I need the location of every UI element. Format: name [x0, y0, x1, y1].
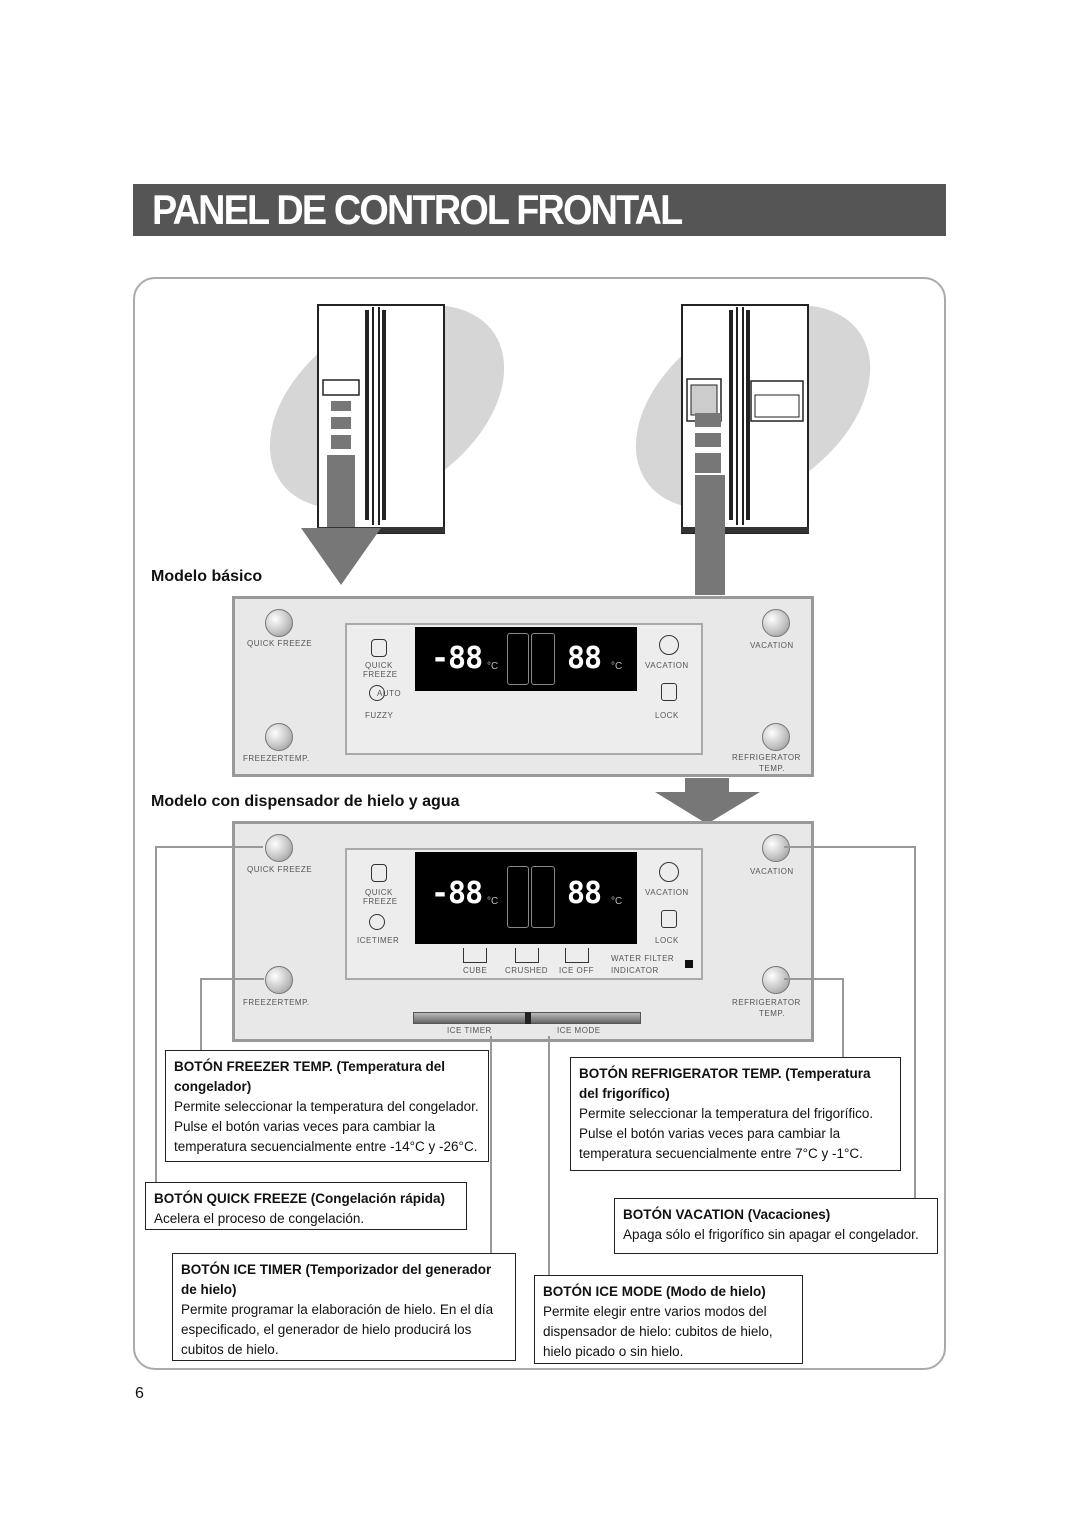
quick-freeze-label: QUICK FREEZE: [247, 865, 313, 874]
dispenser-fridge-illustration: [605, 295, 905, 605]
refrigerator-temp-button[interactable]: [762, 723, 790, 751]
quick-freeze-button[interactable]: [265, 609, 293, 637]
callout-ice-timer-text: Permite programar la elaboración de hielo. En el día especificado, el generador de hielo producirá los cubitos de hielo.: [181, 1302, 494, 1357]
leader-line: [784, 978, 844, 980]
leader-line: [548, 1036, 550, 1279]
freezer-temp-button[interactable]: [265, 723, 293, 751]
fridge-readout: 88: [567, 641, 602, 676]
callout-vacation-title: BOTÓN VACATION (Vacaciones): [623, 1207, 831, 1222]
basic-model-label: Modelo básico: [151, 568, 263, 585]
callout-refrigerator-temp: [570, 1057, 901, 1171]
callout-vacation: [614, 1198, 938, 1254]
leader-line: [784, 846, 916, 848]
vacation-icon: [659, 862, 679, 882]
quick-freeze-label: QUICK FREEZE: [247, 639, 313, 648]
callout-freezer-temp-title: BOTÓN FREEZER TEMP. (Temperatura del congelador): [174, 1059, 446, 1094]
fridge-door-icon-left: [507, 633, 529, 685]
vacation-icon: [659, 635, 679, 655]
leader-line: [155, 846, 263, 848]
ice-off-icon: [565, 948, 589, 963]
callout-vacation-text: Apaga sólo el frigorífico sin apagar el congelador.: [623, 1227, 919, 1242]
down-arrow: [655, 778, 765, 824]
freezer-readout: -88: [431, 641, 483, 676]
quick-freeze-icon: [371, 639, 387, 657]
vacation-icon-label: VACATION: [645, 888, 689, 897]
freezer-unit: °C: [487, 896, 499, 907]
fridge-door-icon-right: [531, 633, 555, 685]
dispenser-temperature-display: [415, 852, 637, 944]
callout-freezer-temp-text: Permite seleccionar la temperatura del congelador. Pulse el botón varias veces para cambiar la temperatura secuencialmente entre -14°C y -26°C.: [174, 1099, 479, 1154]
vacation-label: VACATION: [750, 867, 794, 876]
leader-line: [842, 978, 844, 1058]
icon-freeze-label: FREEZE: [363, 897, 398, 906]
refrigerator-temp-label-2: TEMP.: [759, 1009, 785, 1018]
ice-timer-icon: [369, 914, 385, 930]
fridge-unit: °C: [611, 896, 623, 907]
lock-label: LOCK: [655, 711, 679, 720]
dispenser-display-frame: [345, 848, 703, 980]
ice-timer-button[interactable]: ICE TIMER: [447, 1026, 492, 1035]
callout-ice-timer-title: BOTÓN ICE TIMER (Temporizador del generador de hielo): [181, 1262, 492, 1297]
cube-icon: [463, 948, 487, 963]
icon-quick-label: QUICK: [365, 888, 393, 897]
water-filter-indicator: [685, 960, 693, 968]
crushed-icon: [515, 948, 539, 963]
refrigerator-temp-label-2: TEMP.: [759, 764, 785, 773]
fridge-unit: °C: [611, 661, 623, 672]
leader-line: [155, 846, 157, 1186]
callout-ice-mode-title: BOTÓN ICE MODE (Modo de hielo): [543, 1284, 766, 1299]
callout-quick-freeze-title: BOTÓN QUICK FREEZE (Congelación rápida): [154, 1191, 446, 1206]
refrigerator-temp-button[interactable]: [762, 966, 790, 994]
lock-icon: [661, 910, 677, 928]
callout-quick-freeze: [145, 1182, 467, 1230]
page-title: PANEL DE CONTROL FRONTAL: [152, 186, 682, 233]
freezer-temp-button[interactable]: [265, 966, 293, 994]
leader-line: [490, 1036, 492, 1256]
callout-ice-mode: [534, 1275, 803, 1364]
crushed-label: CRUSHED: [505, 966, 549, 975]
callout-ice-mode-text: Permite elegir entre varios modos del dispensador de hielo: cubitos de hielo, hielo picado o sin hielo.: [543, 1304, 773, 1359]
dispenser-model-label: Modelo con dispensador de hielo y agua: [151, 793, 460, 810]
callout-quick-freeze-text: Acelera el proceso de congelación.: [154, 1211, 365, 1226]
ice-timer-icon-label: ICETIMER: [357, 936, 400, 945]
quick-freeze-button[interactable]: [265, 834, 293, 862]
icon-quick-label: QUICK: [365, 661, 393, 670]
basic-temperature-display: [415, 627, 637, 691]
ice-off-label: ICE OFF: [559, 966, 595, 975]
freezer-unit: °C: [487, 661, 499, 672]
fridge-readout: 88: [567, 876, 602, 911]
vacation-label: VACATION: [750, 641, 794, 650]
leader-line: [200, 978, 202, 1050]
freezer-readout: -88: [431, 876, 483, 911]
vacation-button[interactable]: [762, 834, 790, 862]
quick-freeze-icon: [371, 864, 387, 882]
fuzzy-label: FUZZY: [365, 711, 394, 720]
refrigerator-temp-label-1: REFRIGERATOR: [732, 998, 801, 1007]
callout-refrigerator-temp-text: Permite seleccionar la temperatura del frigorífico. Pulse el botón varias veces para cambiar la temperatura secuencialmente entre 7°C y -1°C.: [579, 1106, 874, 1161]
dispenser-control-panel: [232, 821, 814, 1042]
water-filter-label-1: WATER FILTER: [611, 954, 675, 963]
icon-freeze-label: FREEZE: [363, 670, 398, 679]
page-number: 6: [135, 1385, 144, 1402]
water-filter-label-2: INDICATOR: [611, 966, 659, 975]
callout-refrigerator-temp-title: BOTÓN REFRIGERATOR TEMP. (Temperatura del frigorífico): [579, 1066, 871, 1101]
vacation-button[interactable]: [762, 609, 790, 637]
fridge-door-icon-left: [507, 866, 529, 928]
callout-ice-timer: [172, 1253, 516, 1361]
vacation-icon-label: VACATION: [645, 661, 689, 670]
basic-control-panel: [232, 596, 814, 777]
leader-line: [200, 978, 264, 980]
lock-label: LOCK: [655, 936, 679, 945]
refrigerator-temp-label-1: REFRIGERATOR: [732, 753, 801, 762]
basic-fridge-illustration: [255, 295, 545, 595]
ice-mode-button[interactable]: ICE MODE: [557, 1026, 601, 1035]
bar-divider: [525, 1012, 531, 1024]
lock-icon: [661, 683, 677, 701]
freezer-temp-label: FREEZERTEMP.: [243, 754, 310, 763]
fridge-door-icon-right: [531, 866, 555, 928]
callout-freezer-temp: [165, 1050, 489, 1162]
freezer-temp-label: FREEZERTEMP.: [243, 998, 310, 1007]
basic-display-frame: [345, 623, 703, 755]
auto-label: AUTO: [377, 689, 402, 698]
leader-line: [914, 846, 916, 1198]
cube-label: CUBE: [463, 966, 488, 975]
